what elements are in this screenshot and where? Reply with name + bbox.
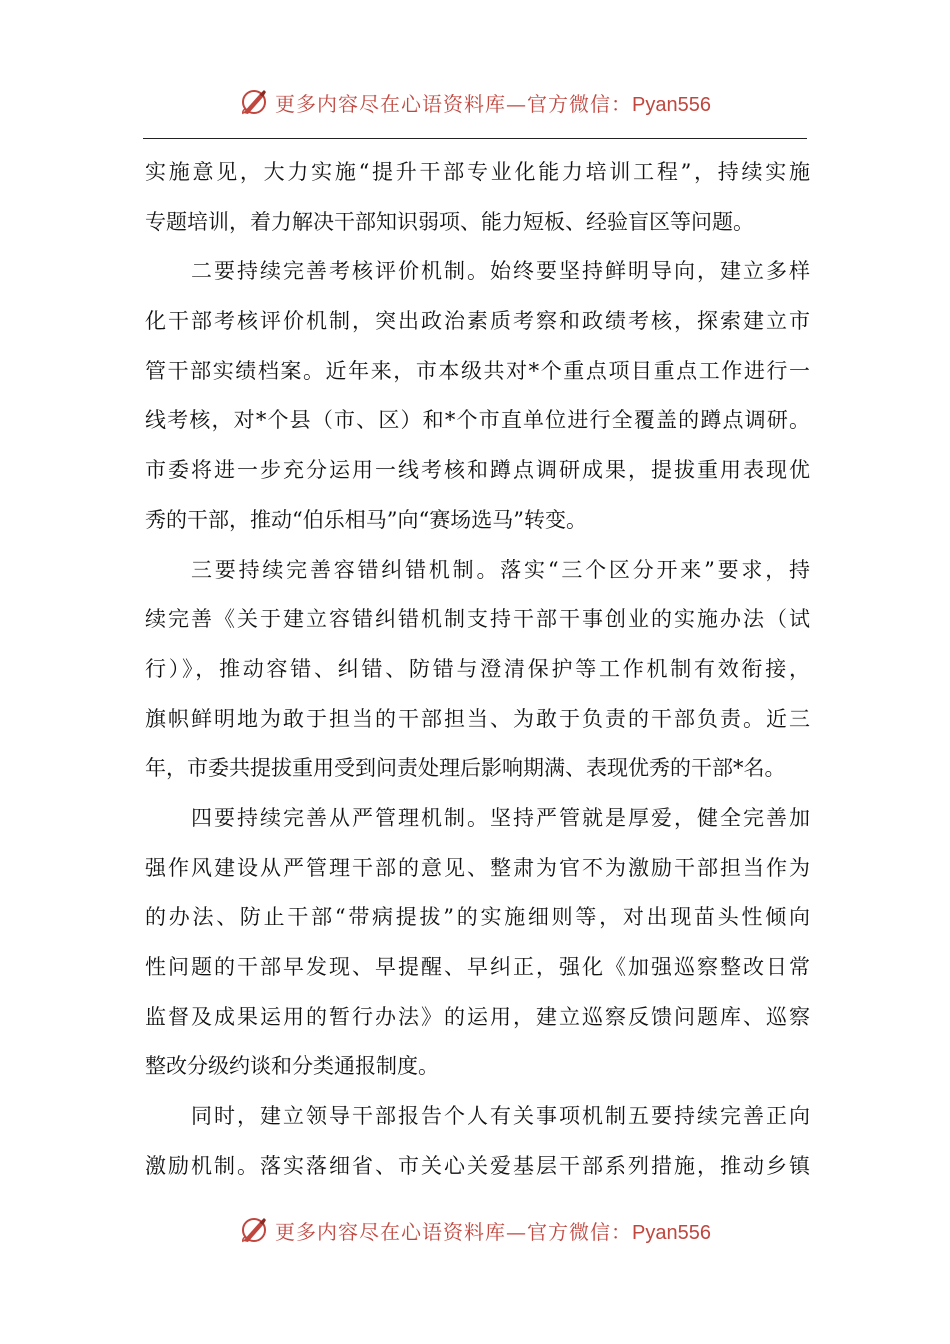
body-line: 二要持续完善考核评价机制。始终要坚持鲜明导向，建立多样 bbox=[191, 259, 810, 284]
body-line: 管干部实绩档案。近年来，市本级共对*个重点项目重点工作进行一 bbox=[145, 358, 810, 383]
header-banner-text: 更多内容尽在心语资料库—官方微信：Pyan556 bbox=[275, 91, 711, 116]
body-line: 秀的干部，推动“伯乐相马”向“赛场选马”转变。 bbox=[145, 507, 587, 532]
body-line: 化干部考核评价机制，突出政治素质考察和政绩考核，探索建立市 bbox=[145, 309, 810, 334]
body-line: 同时，建立领导干部报告个人有关事项机制五要持续完善正向 bbox=[191, 1104, 810, 1129]
body-line: 三要持续完善容错纠错机制。落实“三个区分开来”要求，持 bbox=[191, 557, 810, 582]
pen-logo-icon bbox=[239, 1215, 269, 1245]
body-line: 续完善《关于建立容错纠错机制支持干部干事创业的实施办法（试 bbox=[145, 607, 810, 632]
body-line: 四要持续完善从严管理机制。坚持严管就是厚爱，健全完善加 bbox=[191, 805, 810, 830]
body-line: 实施意见，大力实施“提升干部专业化能力培训工程”，持续实施 bbox=[145, 160, 810, 184]
body-line: 年，市委共提拔重用受到问责处理后影响期满、表现优秀的干部*名。 bbox=[145, 756, 786, 781]
footer-banner-text: 更多内容尽在心语资料库—官方微信：Pyan556 bbox=[275, 1219, 711, 1244]
body-line: 旗帜鲜明地为敢于担当的干部担当、为敢于负责的干部负责。近三 bbox=[145, 706, 810, 731]
body-line: 专题培训，着力解决干部知识弱项、能力短板、经验盲区等问题。 bbox=[145, 209, 754, 234]
document-body bbox=[145, 148, 810, 1191]
body-line: 监督及成果运用的暂行办法》的运用，建立巡察反馈问题库、巡察 bbox=[145, 1004, 810, 1029]
pen-logo-icon bbox=[239, 87, 269, 117]
footer-banner bbox=[0, 1212, 950, 1248]
body-line: 性问题的干部早发现、早提醒、早纠正，强化《加强巡察整改日常 bbox=[145, 955, 810, 979]
body-line: 行）》，推动容错、纠错、防错与澄清保护等工作机制有效衔接， bbox=[145, 656, 810, 681]
body-line: 的办法、防止干部“带病提拔”的实施细则等，对出现苗头性倾向 bbox=[145, 905, 810, 930]
header-wechat-id: Pyan556 bbox=[632, 93, 711, 116]
header-divider bbox=[143, 138, 807, 139]
header-banner bbox=[0, 84, 950, 120]
body-line: 强作风建设从严管理干部的意见、整肃为官不为激励干部担当作为 bbox=[145, 855, 810, 880]
body-line: 激励机制。落实落细省、市关心关爱基层干部系列措施，推动乡镇 bbox=[145, 1153, 810, 1178]
body-line: 整改分级约谈和分类通报制度。 bbox=[145, 1054, 439, 1079]
body-line: 线考核，对*个县（市、区）和*个市直单位进行全覆盖的蹲点调研。 bbox=[145, 408, 810, 433]
body-line: 市委将进一步充分运用一线考核和蹲点调研成果，提拔重用表现优 bbox=[145, 458, 810, 483]
footer-wechat-id: Pyan556 bbox=[632, 1221, 711, 1244]
